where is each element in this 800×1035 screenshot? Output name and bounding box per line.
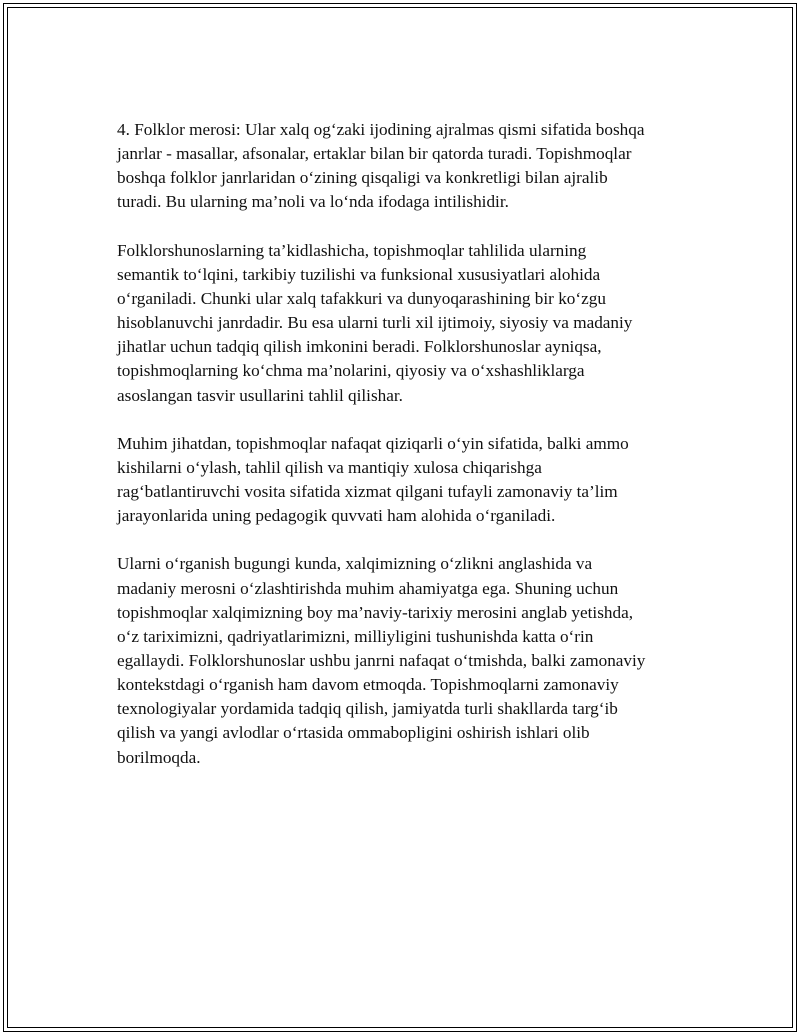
paragraph-zamonaviy-organish: Ularni o‘rganish bugungi kunda, xalqimizning o‘zlikni anglashida va madaniy merosni o‘zlashtirishda muhim ahamiyatga ega. Shuning uchun topishmoqlar xalqimizning boy ma’naviy-tarixiy merosini anglab yetishda, o‘z tariximizni, qadriyatlarimizni, milliyligini tushunishda katta o‘rin egallaydi. Folklorshunoslar ushbu janrni nafaqat o‘tmishda, balki zamonaviy kontekstdagi o‘rganish ham davom etmoqda. Topishmoqlarni zamonaviy texnologiyalar yordamida tadqiq qilish, jamiyatda turli shakllarda targ‘ib qilish va yangi avlodlar o‘rtasida ommabopligini oshirish ishlari olib borilmoqda. bbox=[117, 554, 646, 767]
paragraph-pedagogik-quvvat: Muhim jihatdan, topishmoqlar nafaqat qiziqarli o‘yin sifatida, balki ammo kishilarni o‘ylash, tahlil qilish va mantiqiy xulosa chiqarishga rag‘batlantiruvchi vosita sifatida xizmat qilgani tufayli zamonaviy ta’lim jarayonlarida uning pedagogik quvvati ham alohida o‘rganiladi. bbox=[117, 433, 629, 526]
paragraph-folklorshunoslar: Folklorshunoslarning ta’kidlashicha, topishmoqlar tahlilida ularning semantik to‘lqini, tarkibiy tuzilishi va funksional xususiyatlari alohida o‘rganiladi. Chunki ular xalq tafakkuri va dunyoqarashining bir ko‘zgu hisoblanuvchi janrdadir. Bu esa ularni turli xil ijtimoiy, siyosiy va madaniy jihatlar uchun tadqiq qilish imkonini beradi. Folklorshunoslar ayniqsa, topishmoqlarning ko‘chma ma’nolarini, qiyosiy va o‘xshashliklarga asoslangan tasvir usullarini tahlil qilishar. bbox=[117, 240, 633, 405]
document-body bbox=[117, 118, 697, 794]
paragraph-folklor-merosi: 4. Folklor merosi: Ular xalq og‘zaki ijodining ajralmas qismi sifatida boshqa janrlar - masallar, afsonalar, ertaklar bilan bir qatorda turadi. Topishmoqlar boshqa folklor janrlaridan o‘zining qisqaligi va konkretligi bilan ajralib turadi. Bu ularning ma’noli va lo‘nda ifodaga intilishidir. bbox=[117, 120, 645, 212]
